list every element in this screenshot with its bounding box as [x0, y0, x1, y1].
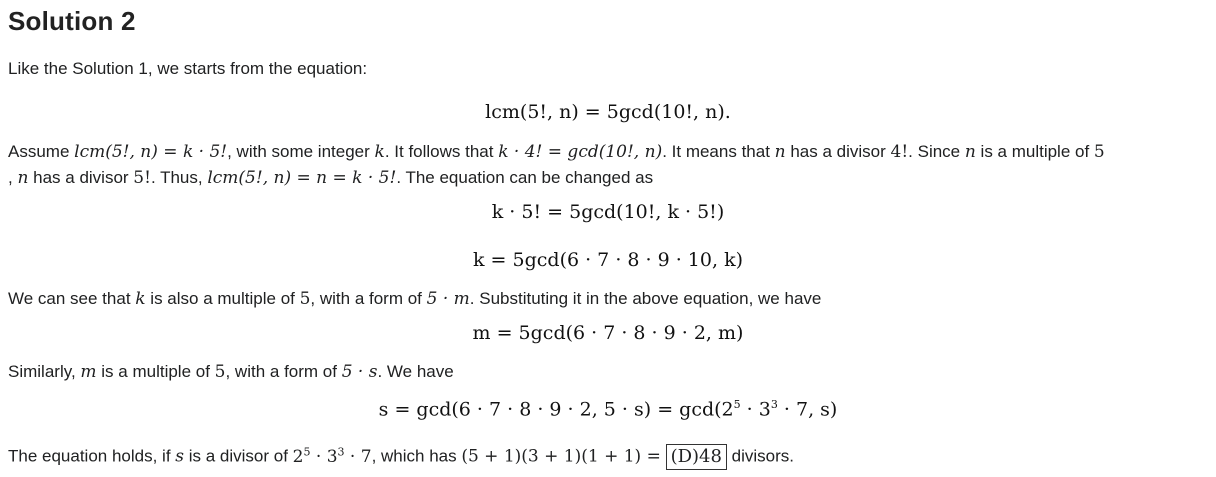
paragraph-2-line-1 — [8, 139, 1105, 165]
math-inline: (5 + 1)(3 + 1)(1 + 1) = — [461, 446, 661, 467]
paragraph-2-line-2 — [8, 165, 653, 191]
text: divisors. — [726, 446, 795, 466]
exponent: 3 — [337, 445, 345, 458]
paragraph-5 — [8, 439, 794, 470]
math-inline: k — [135, 289, 146, 309]
text: , — [8, 168, 18, 187]
text: is also a multiple of — [145, 289, 300, 308]
text: . Substituting it in the above equation, we have — [469, 289, 822, 308]
math-part: 2 — [292, 446, 304, 467]
math-inline: 5 — [299, 289, 311, 309]
math-inline: n — [964, 142, 976, 162]
math-part: · 3 — [310, 446, 338, 467]
text: , with a form of — [310, 289, 427, 308]
text: . Since — [908, 142, 965, 161]
math-inline: k — [374, 142, 385, 162]
text: The equation holds, if — [8, 446, 176, 466]
text: , with some integer — [227, 142, 375, 161]
text: , which has — [371, 446, 462, 466]
math-inline: n — [17, 168, 29, 188]
text: Similarly, — [8, 362, 81, 381]
solution-title: Solution 2 — [8, 6, 136, 36]
math-part: s = gcd(6 · 7 · 8 · 9 · 2, 5 · s) = gcd(2 — [378, 398, 734, 421]
math-inline: lcm(5!, n) = k · 5! — [74, 142, 228, 162]
text: We can see that — [8, 289, 136, 308]
math-inline: lcm(5!, n) = n = k · 5! — [207, 168, 397, 188]
answer-box: (D)48 — [666, 444, 727, 470]
math-inline: 5 — [1093, 142, 1105, 162]
text: . It means that — [662, 142, 775, 161]
exponent: 5 — [733, 398, 741, 411]
text: is a multiple of — [96, 362, 215, 381]
math-inline: 5 — [214, 362, 226, 382]
math-inline: m — [80, 362, 97, 382]
equation-4: m = 5gcd(6 · 7 · 8 · 9 · 2, m) — [472, 322, 744, 344]
math-inline — [293, 447, 372, 467]
text: is a divisor of — [184, 446, 293, 466]
text: . We have — [377, 362, 454, 381]
exponent: 5 — [303, 445, 311, 458]
math-inline: 5 · m — [426, 289, 470, 309]
math-inline: 5 · s — [341, 362, 378, 382]
text: . It follows that — [384, 142, 499, 161]
text: , with a form of — [225, 362, 342, 381]
equation-2: k · 5! = 5gcd(10!, k · 5!) — [491, 201, 725, 223]
math-inline: s — [175, 446, 185, 467]
paragraph-4 — [8, 359, 454, 385]
equation-1: lcm(5!, n) = 5gcd(10!, n). — [485, 101, 731, 123]
math-part: · 7 — [344, 446, 372, 467]
text: has a divisor — [28, 168, 134, 187]
math-inline: n — [774, 142, 786, 162]
math-part: · 7, s) — [777, 398, 838, 421]
math-part: · 3 — [740, 398, 771, 421]
paragraph-3 — [8, 286, 821, 312]
exponent: 3 — [770, 398, 778, 411]
text: . The equation can be changed as — [396, 168, 654, 187]
text: . Thus, — [150, 168, 208, 187]
text: Assume — [8, 142, 75, 161]
equation-3: k = 5gcd(6 · 7 · 8 · 9 · 10, k) — [473, 249, 743, 271]
intro-paragraph: Like the Solution 1, we starts from the equation: — [8, 59, 368, 78]
text: is a multiple of — [975, 142, 1094, 161]
text: has a divisor — [785, 142, 891, 161]
equation-5 — [0, 398, 1216, 420]
math-inline: k · 4! = gcd(10!, n) — [498, 142, 663, 162]
math-inline: 5! — [133, 168, 151, 188]
math-inline: 4! — [890, 142, 909, 162]
